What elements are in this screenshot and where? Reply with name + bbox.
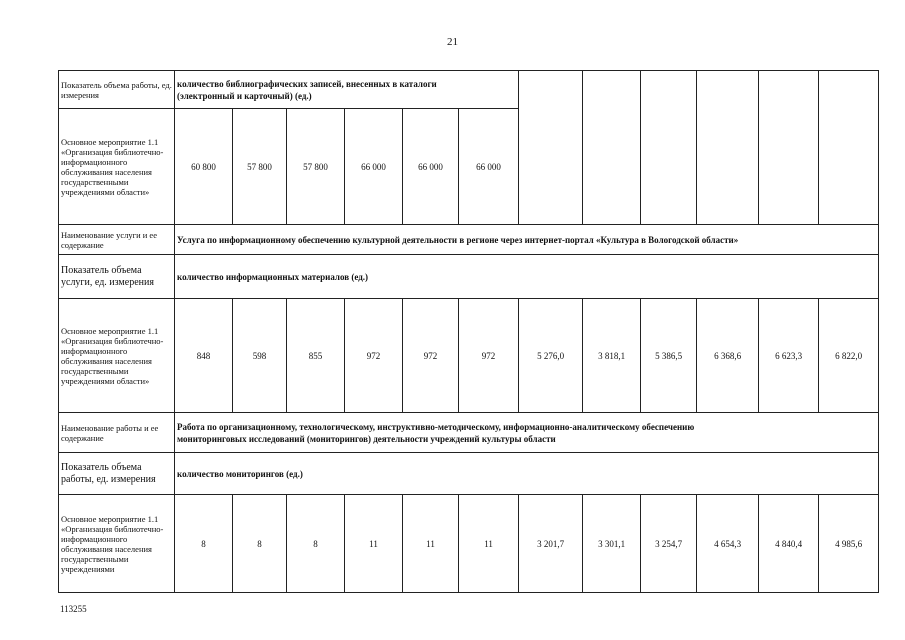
indicator-label: Показатель объема работы, ед. измерения (59, 71, 175, 109)
value-cell: 57 800 (233, 109, 287, 225)
table-row (59, 225, 879, 255)
measure-label: Основное мероприятие 1.1 «Организация библиотечно-информационного обслуживания населения государственными учреждениями (59, 495, 175, 593)
value-cell: 11 (403, 495, 459, 593)
table-row (59, 413, 879, 453)
indicator-label: Показатель объема услуги, ед. измерения (59, 255, 175, 299)
value-cell: 57 800 (287, 109, 345, 225)
indicator-value-line: (электронный и карточный) (ед.) (177, 90, 312, 101)
service-label: Наименование услуги и ее содержание (59, 225, 175, 255)
work-value-line: Работа по организационному, технологическому, инструктивно-методическому, информационно-аналитическому обеспечению (177, 421, 695, 432)
value-cell: 972 (403, 299, 459, 413)
value-cell: 4 654,3 (697, 495, 759, 593)
measure-label: Основное мероприятие 1.1 «Организация библиотечно-информационного обслуживания населения государственными учреждениями области» (59, 109, 175, 225)
empty-cell (697, 71, 759, 225)
indicator-value-line: количество библиографических записей, внесенных в каталоги (177, 78, 437, 89)
value-cell: 6 623,3 (759, 299, 819, 413)
document-code: 113255 (60, 604, 87, 614)
indicator-label: Показатель объема работы, ед. измерения (59, 453, 175, 495)
value-cell: 6 822,0 (819, 299, 879, 413)
value-cell: 3 818,1 (583, 299, 641, 413)
value-cell: 8 (175, 495, 233, 593)
value-cell: 4 840,4 (759, 495, 819, 593)
value-cell: 3 301,1 (583, 495, 641, 593)
value-cell: 598 (233, 299, 287, 413)
value-cell: 66 000 (345, 109, 403, 225)
page-number: 21 (447, 36, 458, 48)
budget-table (58, 70, 879, 593)
value-cell: 5 386,5 (641, 299, 697, 413)
value-cell: 66 000 (403, 109, 459, 225)
value-cell: 855 (287, 299, 345, 413)
indicator-value (175, 71, 519, 109)
value-cell: 4 985,6 (819, 495, 879, 593)
work-value-line: мониторинговых исследований (мониторингов) деятельности учреждений культуры области (177, 433, 556, 444)
value-cell: 6 368,6 (697, 299, 759, 413)
table-row (59, 255, 879, 299)
indicator-value: количество информационных материалов (ед.) (175, 255, 879, 299)
value-cell: 3 254,7 (641, 495, 697, 593)
table-row (59, 453, 879, 495)
value-cell: 11 (345, 495, 403, 593)
value-cell: 972 (345, 299, 403, 413)
value-cell: 66 000 (459, 109, 519, 225)
work-label: Наименование работы и ее содержание (59, 413, 175, 453)
value-cell: 8 (287, 495, 345, 593)
table-row (59, 299, 879, 413)
table-row (59, 495, 879, 593)
value-cell: 3 201,7 (519, 495, 583, 593)
empty-cell (519, 71, 583, 225)
work-value (175, 413, 879, 453)
value-cell: 8 (233, 495, 287, 593)
empty-cell (759, 71, 819, 225)
value-cell: 972 (459, 299, 519, 413)
value-cell: 848 (175, 299, 233, 413)
value-cell: 11 (459, 495, 519, 593)
service-value: Услуга по информационному обеспечению культурной деятельности в регионе через интернет-портал «Культура в Вологодской области» (175, 225, 879, 255)
table-row (59, 71, 879, 109)
measure-label: Основное мероприятие 1.1 «Организация библиотечно-информационного обслуживания населения государственными учреждениями области» (59, 299, 175, 413)
indicator-value: количество мониторингов (ед.) (175, 453, 879, 495)
empty-cell (583, 71, 641, 225)
value-cell: 5 276,0 (519, 299, 583, 413)
empty-cell (819, 71, 879, 225)
empty-cell (641, 71, 697, 225)
value-cell: 60 800 (175, 109, 233, 225)
